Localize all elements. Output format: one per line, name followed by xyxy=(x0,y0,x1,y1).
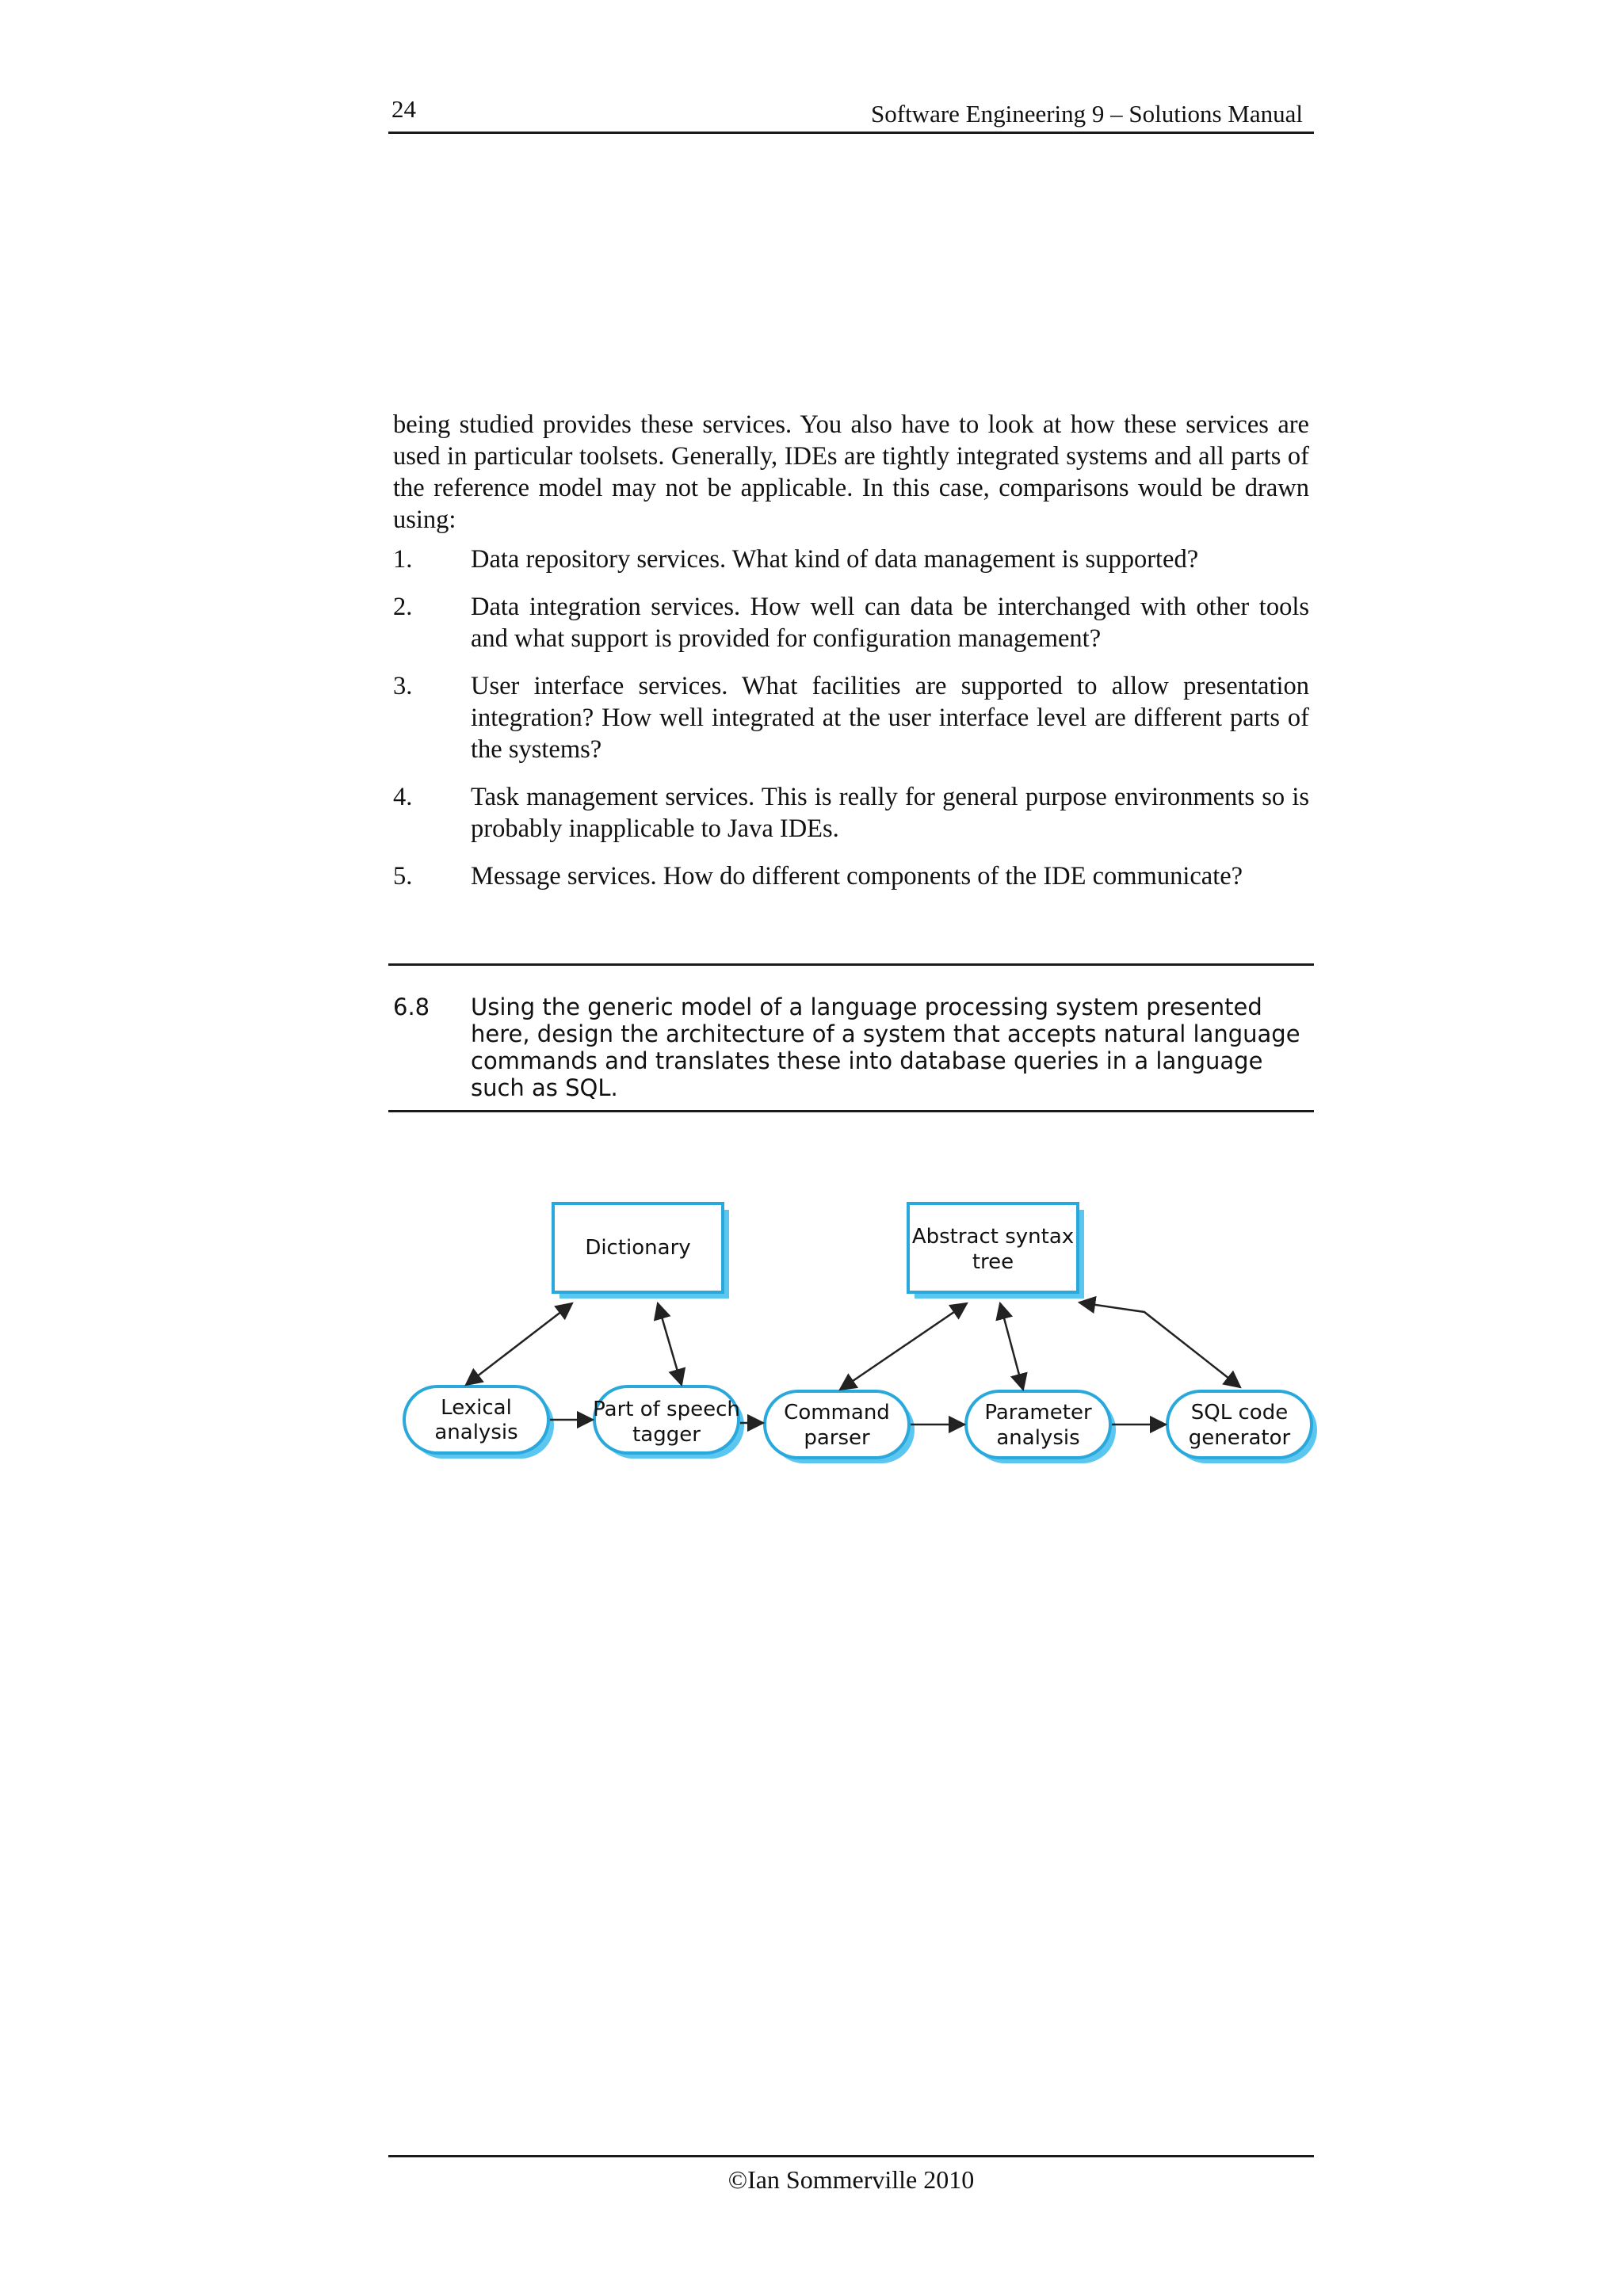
pos-tagger-process xyxy=(593,1386,744,1459)
ast-repository xyxy=(908,1203,1084,1299)
copyright-text: ©Ian Sommerville 2010 xyxy=(727,2165,975,2194)
question-bottom-rule xyxy=(388,1110,1314,1112)
services-list xyxy=(393,543,1309,892)
arrow-sql-ast xyxy=(1079,1302,1240,1387)
arrow-command-ast xyxy=(840,1303,967,1390)
body-text xyxy=(393,409,1309,908)
sql-label-line2: generator xyxy=(1188,1426,1291,1450)
list-text: Data integration services. How well can data be interchanged with other tools and what support is provided for configuration management? xyxy=(471,593,1309,653)
list-item xyxy=(393,860,1309,892)
list-text: Data repository services. What kind of data management is supported? xyxy=(471,545,1199,574)
list-text: Task management services. This is really for general purpose environments so is probably inapplicable to Java IDEs. xyxy=(471,783,1309,843)
command-label-line2: parser xyxy=(804,1426,870,1450)
ast-label-line1: Abstract syntax xyxy=(911,1225,1075,1249)
language-processing-diagram xyxy=(396,1200,1323,1486)
arrow-parameter-ast xyxy=(1000,1303,1023,1390)
pos-label-line2: tagger xyxy=(632,1423,701,1447)
command-parser-process xyxy=(765,1391,915,1463)
sql-label-line1: SQL code xyxy=(1190,1401,1289,1425)
parameter-label-line1: Parameter xyxy=(984,1401,1092,1425)
page-number: 24 xyxy=(391,95,416,123)
pos-label-line1: Part of speech xyxy=(593,1398,740,1421)
dictionary-repository xyxy=(553,1203,729,1299)
intro-paragraph: being studied provides these services. You also have to look at how these services are used in particular toolsets. Generally, IDEs are tightly integrated systems and all parts of the reference model may not be applicable. In this case, comparisons would be drawn using: xyxy=(393,410,1309,534)
list-text: Message services. How do different components of the IDE communicate? xyxy=(471,862,1243,891)
question-block xyxy=(393,994,1309,1101)
list-number: 3. xyxy=(393,672,413,700)
question-number: 6.8 xyxy=(393,994,430,1020)
question-text: Using the generic model of a language processing system presented here, design the architecture of a system that accepts natural language commands and translates these into database queries in a language such as SQL. xyxy=(471,994,1300,1101)
list-item xyxy=(393,543,1309,575)
parameter-label-line2: analysis xyxy=(996,1426,1080,1450)
list-item xyxy=(393,781,1309,845)
lexical-analysis-process xyxy=(404,1386,554,1459)
question-top-rule xyxy=(388,963,1314,966)
list-item xyxy=(393,670,1309,765)
dictionary-label: Dictionary xyxy=(585,1236,691,1260)
ast-label-line2: tree xyxy=(972,1250,1014,1274)
page-header xyxy=(388,93,1314,134)
sql-generator-process xyxy=(1167,1391,1317,1463)
list-number: 1. xyxy=(393,545,413,574)
arrow-pos-dictionary xyxy=(658,1303,682,1385)
lexical-label-line2: analysis xyxy=(434,1421,518,1444)
list-text: User interface services. What facilities are supported to allow presentation integration? How well integrated at the user interface level are different parts of the systems? xyxy=(471,672,1309,764)
list-item xyxy=(393,591,1309,654)
list-number: 4. xyxy=(393,783,413,811)
lexical-label-line1: Lexical xyxy=(441,1396,512,1420)
list-number: 2. xyxy=(393,593,413,621)
list-number: 5. xyxy=(393,862,413,891)
command-label-line1: Command xyxy=(784,1401,890,1425)
arrow-lexical-dictionary xyxy=(466,1303,572,1385)
page-footer xyxy=(388,2155,1314,2195)
running-title: Software Engineering 9 – Solutions Manual xyxy=(871,100,1303,128)
parameter-analysis-process xyxy=(966,1391,1116,1463)
